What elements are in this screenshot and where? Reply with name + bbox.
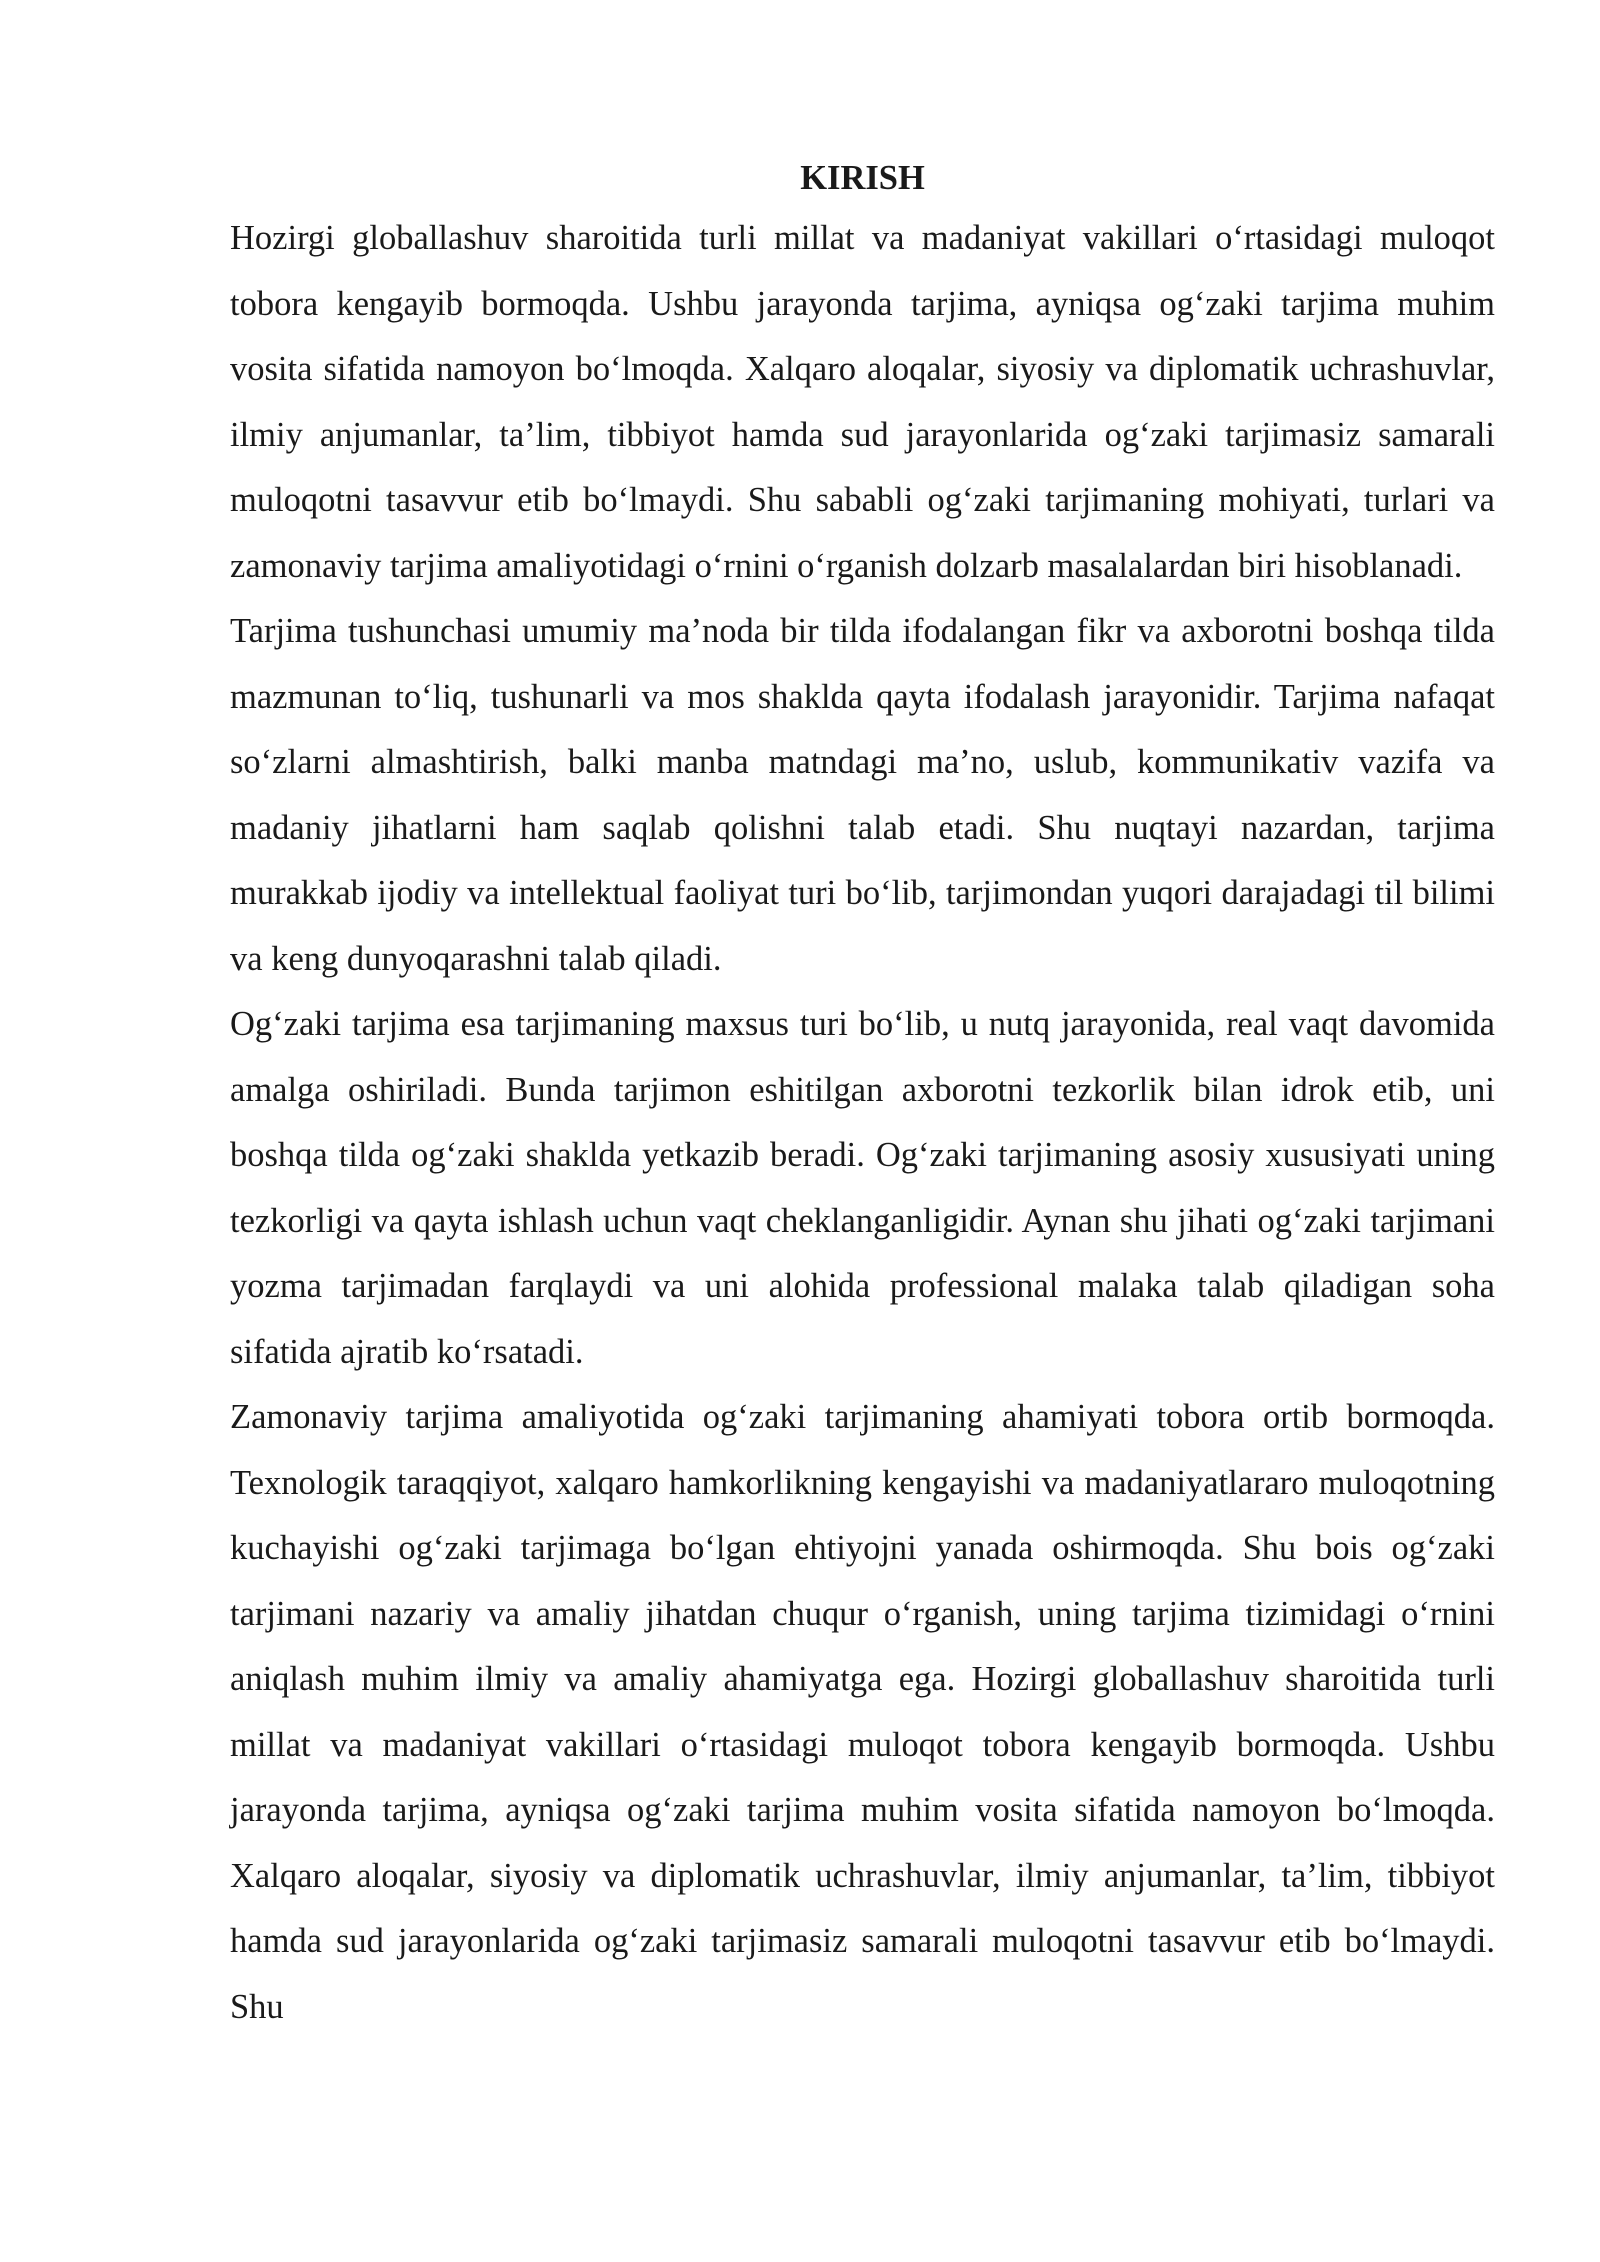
paragraph-1: Hozirgi globallashuv sharoitida turli millat va madaniyat vakillari o‘rtasidagi muloqot tobora kengayib bormoqda. Ushbu jarayonda tarjima, ayniqsa og‘zaki tarjima muhim vosita sifatida namoyon bo‘lmoqda. Xalqaro aloqalar, siyosiy va diplomatik uchrashuvlar, ilmiy anjumanlar, ta’lim, tibbiyot hamda sud jarayonlarida og‘zaki tarjimasiz samarali muloqotni tasavvur etib bo‘lmaydi. Shu sababli og‘zaki tarjimaning mohiyati, turlari va zamonaviy tarjima amaliyotidagi o‘rnini o‘rganish dolzarb masalalardan biri hisoblanadi. (230, 219, 1495, 585)
paragraph-2: Tarjima tushunchasi umumiy ma’noda bir tilda ifodalangan fikr va axborotni boshqa tilda mazmunan to‘liq, tushunarli va mos shaklda qayta ifodalash jarayonidir. Tarjima nafaqat so‘zlarni almashtirish, balki manba matndagi ma’no, uslub, kommunikativ vazifa va madaniy jihatlarni ham saqlab qolishni talab etadi. Shu nuqtayi nazardan, tarjima murakkab ijodiy va intellektual faoliyat turi bo‘lib, tarjimondan yuqori darajadagi til bilimi va keng dunyoqarashni talab qiladi. (230, 612, 1495, 978)
document-title: KIRISH (800, 159, 925, 197)
paragraph-3: Og‘zaki tarjima esa tarjimaning maxsus turi bo‘lib, u nutq jarayonida, real vaqt davomida amalga oshiriladi. Bunda tarjimon eshitilgan axborotni tezkorlik bilan idrok etib, uni boshqa tilda og‘zaki shaklda yetkazib beradi. Og‘zaki tarjimaning asosiy xususiyati uning tezkorligi va qayta ishlash uchun vaqt cheklanganligidir. Aynan shu jihati og‘zaki tarjimani yozma tarjimadan farqlaydi va uni alohida professional malaka talab qiladigan soha sifatida ajratib ko‘rsatadi. (230, 1005, 1495, 1371)
document-page (230, 150, 1495, 2040)
paragraph-4: Zamonaviy tarjima amaliyotida og‘zaki tarjimaning ahamiyati tobora ortib bormoqda. Texnologik taraqqiyot, xalqaro hamkorlikning kengayishi va madaniyatlararo muloqotning kuchayishi og‘zaki tarjimaga bo‘lgan ehtiyojni yanada oshirmoqda. Shu bois og‘zaki tarjimani nazariy va amaliy jihatdan chuqur o‘rganish, uning tarjima tizimidagi o‘rnini aniqlash muhim ilmiy va amaliy ahamiyatga ega. Hozirgi globallashuv sharoitida turli millat va madaniyat vakillari o‘rtasidagi muloqot tobora kengayib bormoqda. Ushbu jarayonda tarjima, ayniqsa og‘zaki tarjima muhim vosita sifatida namoyon bo‘lmoqda. Xalqaro aloqalar, siyosiy va diplomatik uchrashuvlar, ilmiy anjumanlar, ta’lim, tibbiyot hamda sud jarayonlarida og‘zaki tarjimasiz samarali muloqotni tasavvur etib bo‘lmaydi. Shu (230, 1398, 1495, 2026)
